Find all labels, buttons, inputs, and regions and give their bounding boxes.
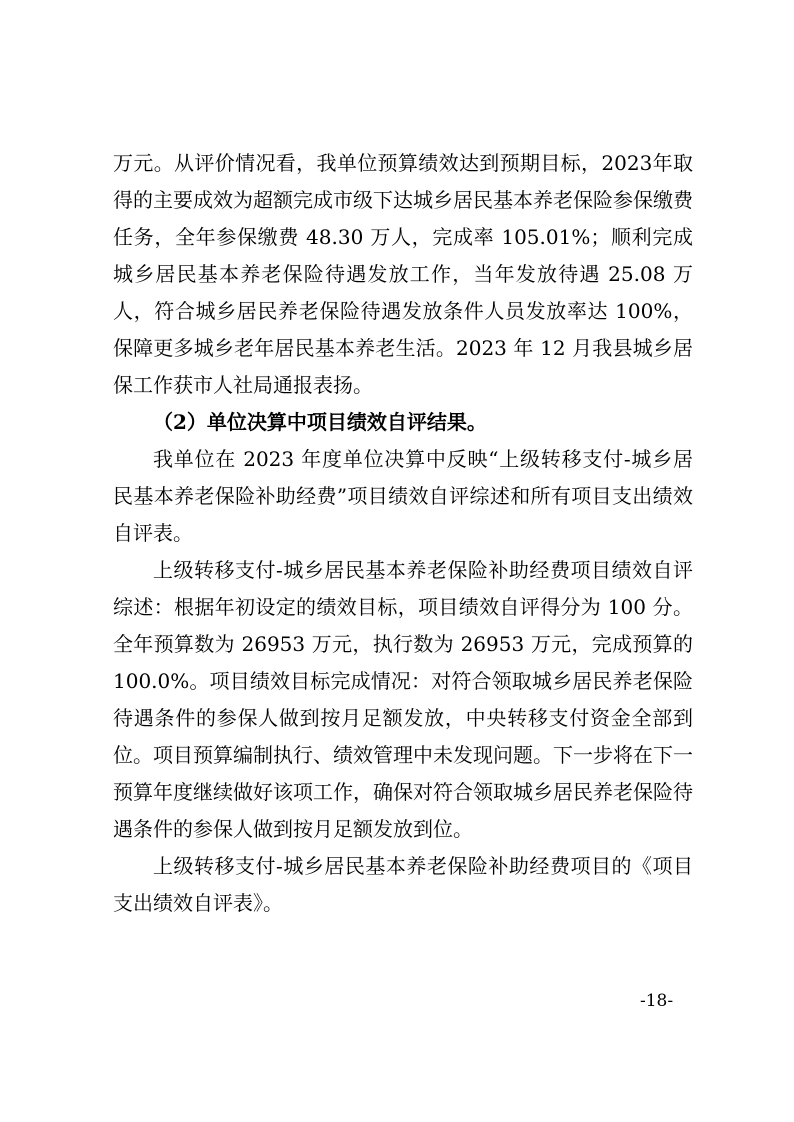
paragraph-self-evaluation-table-reference: 上级转移支付-城乡居民基本养老保险补助经费项目的《项目支出绩效自评表》。 [113, 854, 693, 915]
page-number: -18- [640, 991, 674, 1011]
paragraph-final-accounts-report: 我单位在 2023 年度单位决算中反映“上级转移支付-城乡居民基本养老保险补助经费”项目绩效自评综述和所有项目支出绩效自评表。 [113, 447, 693, 545]
paragraph-project-self-evaluation-summary: 上级转移支付-城乡居民基本养老保险补助经费项目绩效自评综述：根据年初设定的绩效目标，项目绩效自评得分为 100 分。全年预算数为 26953 万元，执行数为 26953 万元，完成预算的 100.0%。项目绩效目标完成情况：对符合领取城乡居民养老保险待遇条件的参保人做到按月足额发放，中央转移支付资金全部到位。项目预算编制执行、绩效管理中未发现问题。下一步将在下一预算年度继续做好该项工作，确保对符合领取城乡居民养老保险待遇条件的参保人做到按月足额发放到位。 [113, 558, 693, 841]
paragraph-results-summary: 万元。从评价情况看，我单位预算绩效达到预期目标，2023年取得的主要成效为超额完成市级下达城乡居民基本养老保险参保缴费任务，全年参保缴费 48.30 万人，完成率 105.01%；顺利完成城乡居民基本养老保险待遇发放工作，当年发放待遇 25.08 万人，符合城乡居民养老保险待遇发放条件人员发放率达 100%，保障更多城乡老年居民基本养老生活。2023 年 12 月我县城乡居保工作获市人社局通报表扬。 [113, 151, 693, 397]
document-body [113, 145, 693, 922]
section-heading-project-self-evaluation: （2）单位决算中项目绩效自评结果。 [153, 410, 487, 434]
